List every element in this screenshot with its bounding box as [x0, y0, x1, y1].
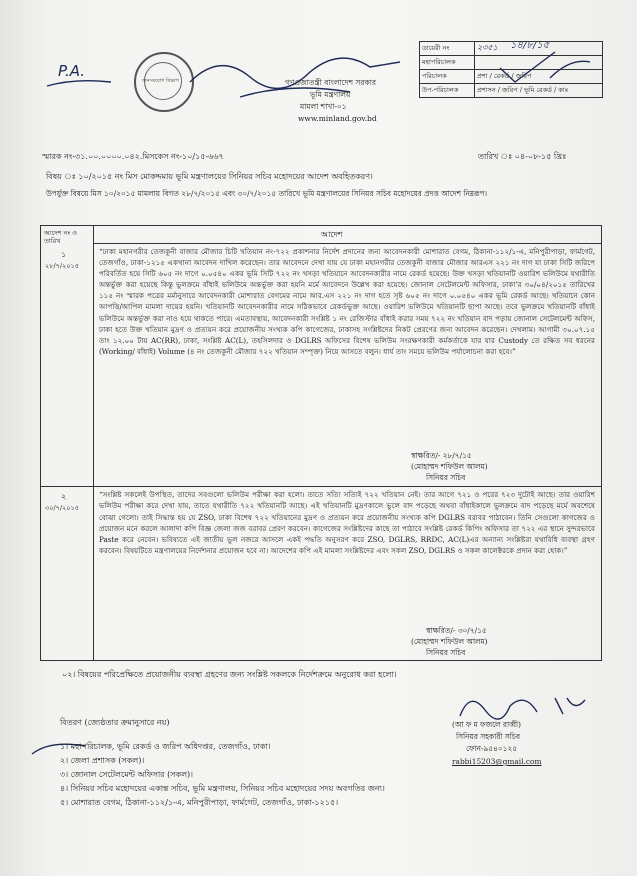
distribution-item: ৫। মোশারাত বেগম, ঠিকানা-১১২/১-এ, মনিপুরীপাড়া, ফার্মগেট, তেজগাঁও, ঢাকা-১২১৫। [60, 798, 339, 807]
orders-col1-header: আদেশ নং ও তারিখ [44, 229, 78, 245]
routing-label: মহাপরিচালক [420, 56, 475, 70]
order-2-signer-title: সিনিয়র সচিব [426, 648, 466, 657]
order-2-number: ২ [61, 492, 67, 501]
routing-value: প্রশাসন / জরিপ / ভূমি রেকর্ড / কাঃ [474, 84, 602, 98]
routing-label: উপ-পরিচালক [420, 84, 475, 98]
handwritten-signature-icon [180, 42, 410, 112]
memo-number: স্মারক নং-৩১.০০.০০০০.০৪২.মিসকেস নং-১০/১৫-৬৬৭ [42, 152, 224, 161]
seal-text: জনসংযোগ বিভাগ [142, 78, 179, 84]
closing-instruction: ০২। বিষয়ের পরিপ্রেক্ষিতে প্রয়োজনীয় ব্যবস্থা গ্রহণের জন্য সংশ্লিষ্ট সকলকে নির্দেশক্রমে অনুরোধ করা হলো। [62, 670, 397, 679]
order-1-date: ২৮/৭/২০১৫ [45, 262, 79, 270]
order-2-signed: স্বাক্ষরিত/- ৩০/৭/১৫ [426, 626, 487, 635]
ministry-name: ভূমি মন্ত্রণালয় [310, 90, 351, 99]
routing-value: প্রশা / রেকর্ড / জরিপ [474, 70, 602, 84]
distribution-item: ২। জেলা প্রশাসক (সকল)। [60, 756, 145, 765]
order-1-number: ১ [61, 250, 67, 259]
sender-email[interactable]: rabbi15203@gmail.com [452, 757, 542, 766]
routing-label: ডায়েরী নং [420, 42, 475, 56]
order-1-text: “ঢাকা মহানগরীর তেজকুনী বাজার মৌজার চিটি খতিয়ান নং-৭২২ প্রকাশনার নির্দেশ প্রদানের জন্য আবেদনকারী মোশারাত বেগম, ঠিকানা-১১২/১-এ, মনিপুরীপাড়া, ফার্মগেট, তেজগাঁও, ঢাকা-১২১৫ একখানা আবেদন দাখিল করেছেন। তার আবেদনে দেখা যায় যে ঢাকা মহানগরীর তেজকুনী বাজার মৌজার আরএস ২২১ নং দাগ যা ঢাকা সিটি জরিপে পরিবর্তিত হয়ে সিটি ৬০৫ নং দাগে ০.০৫৪০ একর ভূমি সিটি ৭২২ নং খসড়া খতিয়ানে আবেদনকারীর নামে রেকর্ড হয়েছে। উক্ত খসড়া খতিয়ানটি ওয়ারিশ ভলিউমে যথারীতি অন্তর্ভুক্ত করা হয়েছে কিন্তু ভুলক্রমে বাঁধাই ভলিউমে অন্তর্ভুক্ত করা হয়নি মর্মে আবেদনে উল্লেখ করা হয়েছে। জোনাল সেটেলমেন্ট অফিসার, ঢাকা’র ৩০/০৪/২০১৫ তারিখের ১১৫ নং স্মারক পত্রের মর্মানুসারে আবেদনকারী মোশারাত বেগমের নামে আর.এস ২২১ নং দাগ হতে সৃষ্ট ৬০৫ নং দাগে ০.০৫৪০ একর ভূমি রেকর্ড আছে। খতিয়ানে কোন আপত্তি/আপিল মামলা দায়ের হয়নি। খতিয়ানটি আবেদনকারীর নামে সঠিকভাবে রেকর্ডভুক্ত আছে। ওয়ারিশ ভলিউমে খতিয়ানটি ছাপা আছে। তবে ভুলক্রমে খতিয়ানটি বাঁধাই ভলিউমে অন্তর্ভুক্ত করা নাও হয়ে থাকতে পারে। এমতাবস্থায়, আবেদনকারী সংশ্লিষ্ট ১ নং রেজিস্টার বাঁধাই করার সময় ৭২২ নং খতিয়ান বাদ পড়ায় জোনাল সেটেলমেন্ট অফিস, ঢাকা হতে উক্ত খতিয়ান মুদ্রণ ও প্রত্যয়ন করে প্রয়োজনীয় সংখ্যক কপি কাগেজের, ঢাকাসহ সংশ্লিষ্টদের নিকট প্রেরণের জন্য আবেদন করেছেন। দেখলাম। আগামী ৩০.০৭.১৫ তাং ১২.০০ টায় AC(RR), ঢাকা, সংশ্লিষ্ট AC(L), তহসিলদার ও DGLRS অফিসের বিশেষ ভলিউম সংরক্ষণকারী কর্মকর্তাকে যার যার Custody তে রক্ষিত সব ধরনের (Working/ বাঁধাই) Volume (৪ নং তেজকুনী মৌজার ৭২২ খতিয়ান সম্পৃক্ত) নিয়ে আসতে বলুন। ধার্য তাং সময়ে ভলিউম পর্যালোচনা করা হবে।” [99, 247, 595, 356]
distribution-item: ৪। সিনিয়র সচিব মহোদয়ের একান্ত সচিব, ভূমি মন্ত্রণালয়, সিনিয়র সচিব মহোদয়ের সদয় অবগতির জন্য। [60, 784, 385, 793]
orders-col2-header: আদেশ [321, 230, 343, 239]
distribution-item: ৩। জোনাল সেটেলমেন্ট অফিসার (সকল)। [60, 770, 194, 779]
handwritten-date-note: ১৪/৮/১৫ [510, 40, 550, 51]
order-1-signer-title: সিনিয়র সচিব [426, 473, 466, 482]
memo-date: তারিখ ঃ ০৪-০৮-১৫ খ্রিঃ [478, 152, 567, 161]
distribution-header: বিতরণ (জ্যেষ্ঠতার ক্রমানুসারে নয়) [60, 718, 170, 727]
checkmark-icon [495, 48, 595, 88]
sender-phone: ফোন-৯৫৪০১২৫ [466, 744, 518, 753]
handwritten-pa-note: P.A. [58, 62, 86, 80]
section-name: মামলা শাখা-০১ [300, 102, 347, 111]
order-2-date: ৩০/৭/২০১৫ [45, 504, 79, 512]
website-link[interactable]: www.minland.gov.bd [298, 114, 377, 123]
memo-intro: উপর্যুক্ত বিষয়ে মিস ১০/২০১৫ মামলায় বিগত ২৮/৭/২০১৫ এবং ৩০/৭/২০১৫ তারিখে ভূমি মন্ত্রণালয়ের সিনিয়র সচিব মহোদয়ের প্রদত্ত আদেশ নিম্নরূপ। [46, 189, 487, 198]
sender-signature-icon [455, 688, 605, 724]
sender-title: সিনিয়র সহকারী সচিব [456, 732, 520, 741]
govt-line: গণপ্রজাতন্ত্রী বাংলাদেশ সরকার [285, 78, 377, 87]
routing-label: পরিচালক [420, 70, 475, 84]
routing-value: ২৩৫১ [474, 42, 602, 56]
order-2-signer-name: (মোহাম্মদ শফিউল আলম) [411, 637, 488, 646]
handwritten-underline-icon [45, 76, 115, 90]
order-1-signed: স্বাক্ষরিত/- ২৮/৭/১৫ [411, 451, 472, 460]
order-2-text: “সংশ্লিষ্ট সকলেই উপস্থিত, তাদের সবগুলো ভলিউম পরীক্ষা করা হলো। তাতে সত্যি সত্যিই ৭২২ খতিয়ান নেই। তার আগে ৭২১ ও পরের ৭২৩ দুটোই আছে। তার ওয়ারিশ ভলিউম পরীক্ষা করে দেখা যায়, তাতে যথারীতি ৭২২ খতিয়ানটি আছে। এই খতিয়ানটি মুদ্রণকালে ভুলে বাদ পড়েছে অথবা বাঁধাইকালে ভুলক্রমে বাদ পড়েছে মর্মে অবশেষে বোঝা গেলো। তাই সিদ্ধান্ত হয় যে ZSO, ঢাকা বিশেষ ৭২২ খতিয়ানের মুদ্রণ ও প্রত্যয়ন করে প্রয়োজনীয় সংখ্যক কপি DGLRS বরাবর পাঠাবেন। তিনি সেগুলো কাগজের ও প্রয়োজন মনে করলে আলাদা কপি বিজ্ঞ জেলা জজ বরাবর প্রেরণ করবেন। কাগেজের সংশ্লিষ্টদের কাছে তা পাঠাবে সংশ্লিষ্ট রেকর্ড কিপিং অফিসার তা ৭২২ এর স্থানে সুন্দরভাবে Paste করে নেবেন। ভবিষ্যতে এই জাতীয় ভুল নজরে আসলে একই পদ্ধতি অনুসরণ করে ZSO, DGLRS, RRDC, AC(L)এর অন্যান্য সংশ্লিষ্টরা যথাবিধি ব্যবস্থা গ্রহণ করবেন। বিষয়টিতে মন্ত্রণালয়ের নির্দেশনার প্রয়োজন হবে না। আদেশের কপি এই মামলা সংশ্লিষ্টদের এবং সকল ZSO, DGLRS ও সকল কালেক্টরকে প্রদান করা হোক।” [99, 490, 595, 556]
distribution-item: ১। মহাপরিচালক, ভূমি রেকর্ড ও জরিপ অধিদপ্তর, তেজগাঁও, ঢাকা। [60, 742, 271, 751]
order-1-signer-name: (মোহাম্মদ শফিউল আলম) [411, 462, 488, 471]
orders-table [40, 225, 602, 661]
memo-subject: বিষয় ঃ ১০/২০১৫ নং মিস মোকদ্দমায় ভূমি মন্ত্রণালয়ের সিনিয়র সচিব মহোদয়ের আদেশ অবহিতকরণ। [46, 172, 373, 181]
sender-name: (আ ফ ম ফজলে রাব্বী) [452, 720, 521, 729]
